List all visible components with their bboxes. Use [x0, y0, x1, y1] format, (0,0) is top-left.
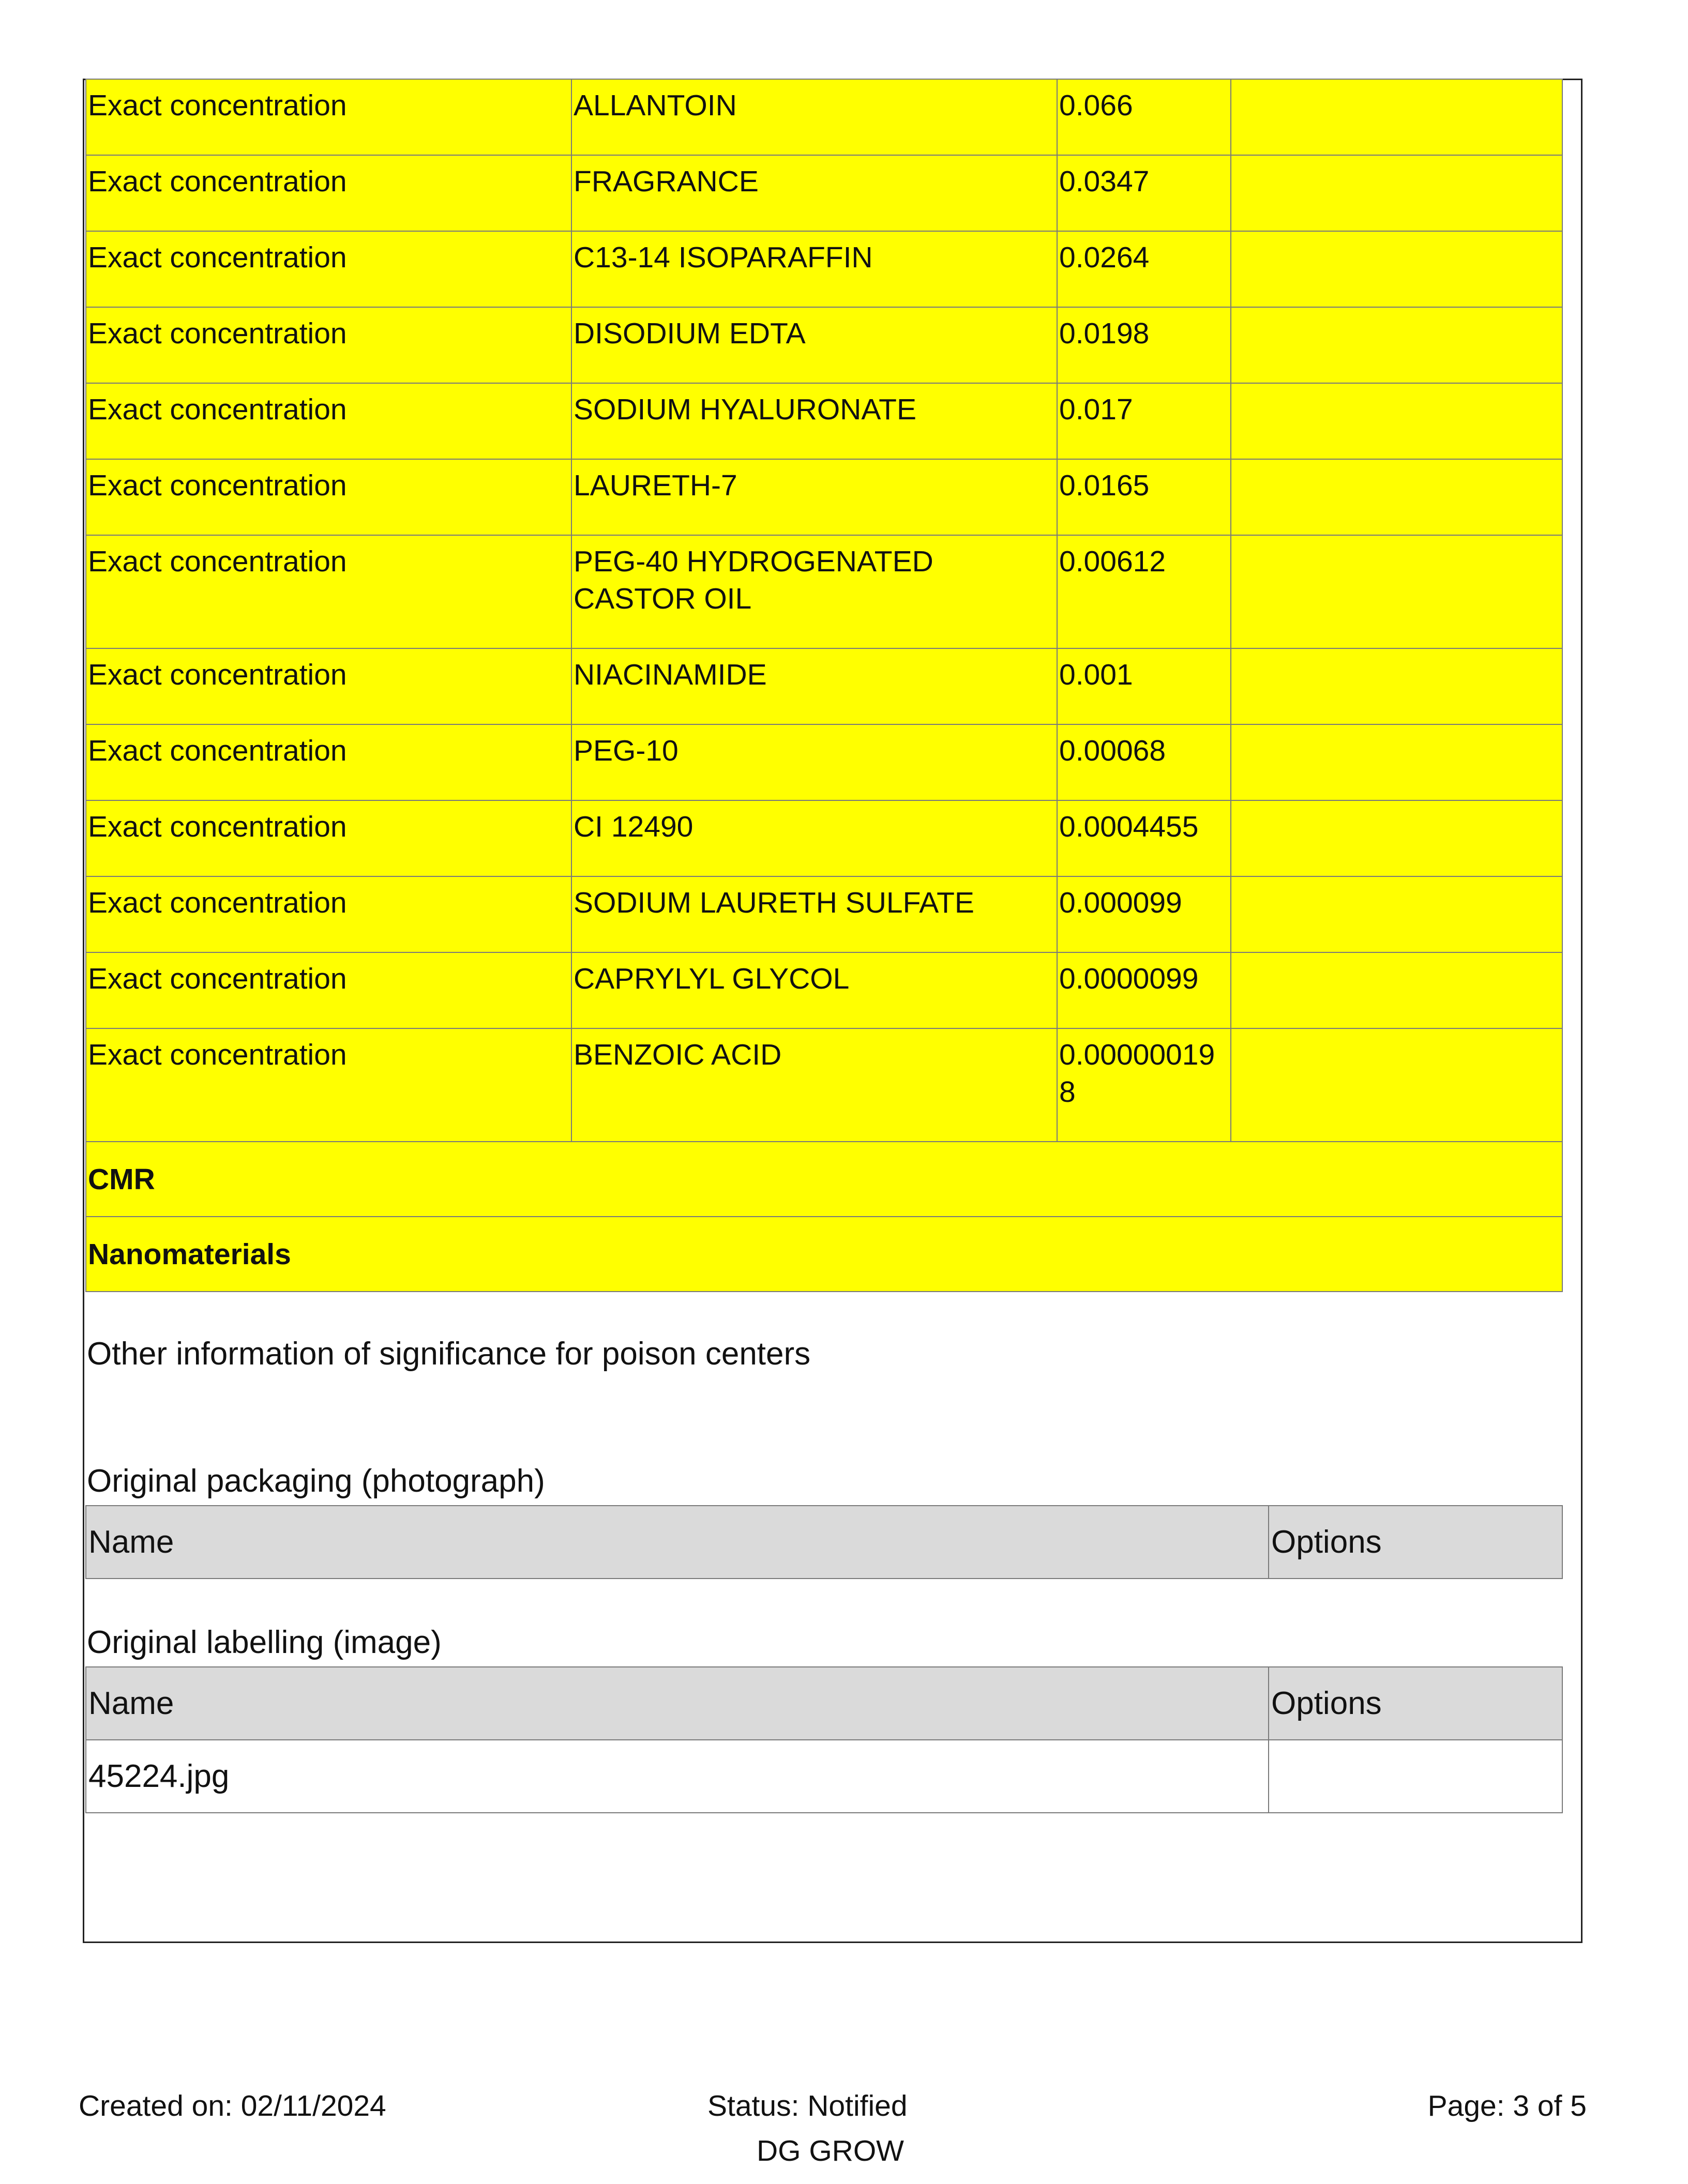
table-row: [86, 535, 1562, 648]
concentration-value: 0.0198: [1057, 307, 1231, 383]
extra-cell: [1231, 155, 1562, 231]
column-header-options: Options: [1269, 1667, 1562, 1740]
concentration-table: [85, 79, 1563, 1292]
ingredient-name: ALLANTOIN: [571, 79, 1057, 155]
cmr-row: [86, 1142, 1562, 1217]
ingredient-name: C13-14 ISOPARAFFIN: [571, 231, 1057, 307]
concentration-type: Exact concentration: [86, 724, 571, 800]
ingredient-name: PEG-10: [571, 724, 1057, 800]
labelling-table: [85, 1666, 1563, 1813]
nanomaterials-heading: Nanomaterials: [86, 1217, 1562, 1292]
extra-cell: [1231, 952, 1562, 1028]
ingredient-name: BENZOIC ACID: [571, 1028, 1057, 1142]
file-name-link[interactable]: 45224.jpg: [86, 1740, 1269, 1813]
concentration-type: Exact concentration: [86, 459, 571, 535]
created-on: Created on: 02/11/2024: [79, 2089, 386, 2122]
ingredient-name: DISODIUM EDTA: [571, 307, 1057, 383]
extra-cell: [1231, 231, 1562, 307]
concentration-value: 0.066: [1057, 79, 1231, 155]
concentration-value: 0.00068: [1057, 724, 1231, 800]
extra-cell: [1231, 1028, 1562, 1142]
ingredient-name: CAPRYLYL GLYCOL: [571, 952, 1057, 1028]
dg-grow-label: DG GROW: [757, 2134, 904, 2167]
table-row: [86, 79, 1562, 155]
concentration-type: Exact concentration: [86, 876, 571, 952]
ingredient-name: PEG-40 HYDROGENATED CASTOR OIL: [571, 535, 1057, 648]
table-row: [86, 307, 1562, 383]
concentration-value: 0.0004455: [1057, 800, 1231, 876]
extra-cell: [1231, 79, 1562, 155]
table-row: [86, 231, 1562, 307]
extra-cell: [1231, 648, 1562, 724]
extra-cell: [1231, 307, 1562, 383]
concentration-type: Exact concentration: [86, 1028, 571, 1142]
extra-cell: [1231, 383, 1562, 459]
table-row: [86, 155, 1562, 231]
file-options-cell: [1269, 1740, 1562, 1813]
other-info-label: Other information of significance for poison centers: [87, 1336, 811, 1372]
table-row: [86, 724, 1562, 800]
table-row: [86, 876, 1562, 952]
concentration-type: Exact concentration: [86, 231, 571, 307]
table-row: [86, 1740, 1562, 1813]
concentration-value: 0.000099: [1057, 876, 1231, 952]
concentration-type: Exact concentration: [86, 307, 571, 383]
ingredient-name: FRAGRANCE: [571, 155, 1057, 231]
table-row: [86, 648, 1562, 724]
extra-cell: [1231, 724, 1562, 800]
labelling-title: Original labelling (image): [87, 1625, 442, 1660]
ingredient-name: CI 12490: [571, 800, 1057, 876]
table-row: [86, 952, 1562, 1028]
ingredient-name: SODIUM LAURETH SULFATE: [571, 876, 1057, 952]
column-header-name: Name: [86, 1506, 1269, 1579]
table-header-row: [86, 1667, 1562, 1740]
concentration-type: Exact concentration: [86, 535, 571, 648]
concentration-value: 0.0165: [1057, 459, 1231, 535]
concentration-value: 0.017: [1057, 383, 1231, 459]
ingredient-name: NIACINAMIDE: [571, 648, 1057, 724]
concentration-type: Exact concentration: [86, 952, 571, 1028]
nanomaterials-row: [86, 1217, 1562, 1292]
concentration-value: 0.0000099: [1057, 952, 1231, 1028]
concentration-type: Exact concentration: [86, 648, 571, 724]
ingredient-name: LAURETH-7: [571, 459, 1057, 535]
extra-cell: [1231, 800, 1562, 876]
concentration-type: Exact concentration: [86, 383, 571, 459]
table-row: [86, 800, 1562, 876]
concentration-type: Exact concentration: [86, 155, 571, 231]
table-row: [86, 1028, 1562, 1142]
packaging-title: Original packaging (photograph): [87, 1463, 545, 1499]
ingredient-name: SODIUM HYALURONATE: [571, 383, 1057, 459]
extra-cell: [1231, 876, 1562, 952]
table-row: [86, 459, 1562, 535]
concentration-value: 0.0264: [1057, 231, 1231, 307]
concentration-type: Exact concentration: [86, 79, 571, 155]
extra-cell: [1231, 535, 1562, 648]
cmr-heading: CMR: [86, 1142, 1562, 1217]
table-row: [86, 383, 1562, 459]
concentration-value: 0.000000198: [1057, 1028, 1231, 1142]
page-indicator: Page: 3 of 5: [1427, 2089, 1587, 2122]
extra-cell: [1231, 459, 1562, 535]
status-text: Status: Notified: [707, 2089, 908, 2122]
concentration-type: Exact concentration: [86, 800, 571, 876]
column-header-name: Name: [86, 1667, 1269, 1740]
column-header-options: Options: [1269, 1506, 1562, 1579]
table-header-row: [86, 1506, 1562, 1579]
concentration-value: 0.00612: [1057, 535, 1231, 648]
concentration-value: 0.0347: [1057, 155, 1231, 231]
packaging-table: [85, 1505, 1563, 1579]
concentration-value: 0.001: [1057, 648, 1231, 724]
